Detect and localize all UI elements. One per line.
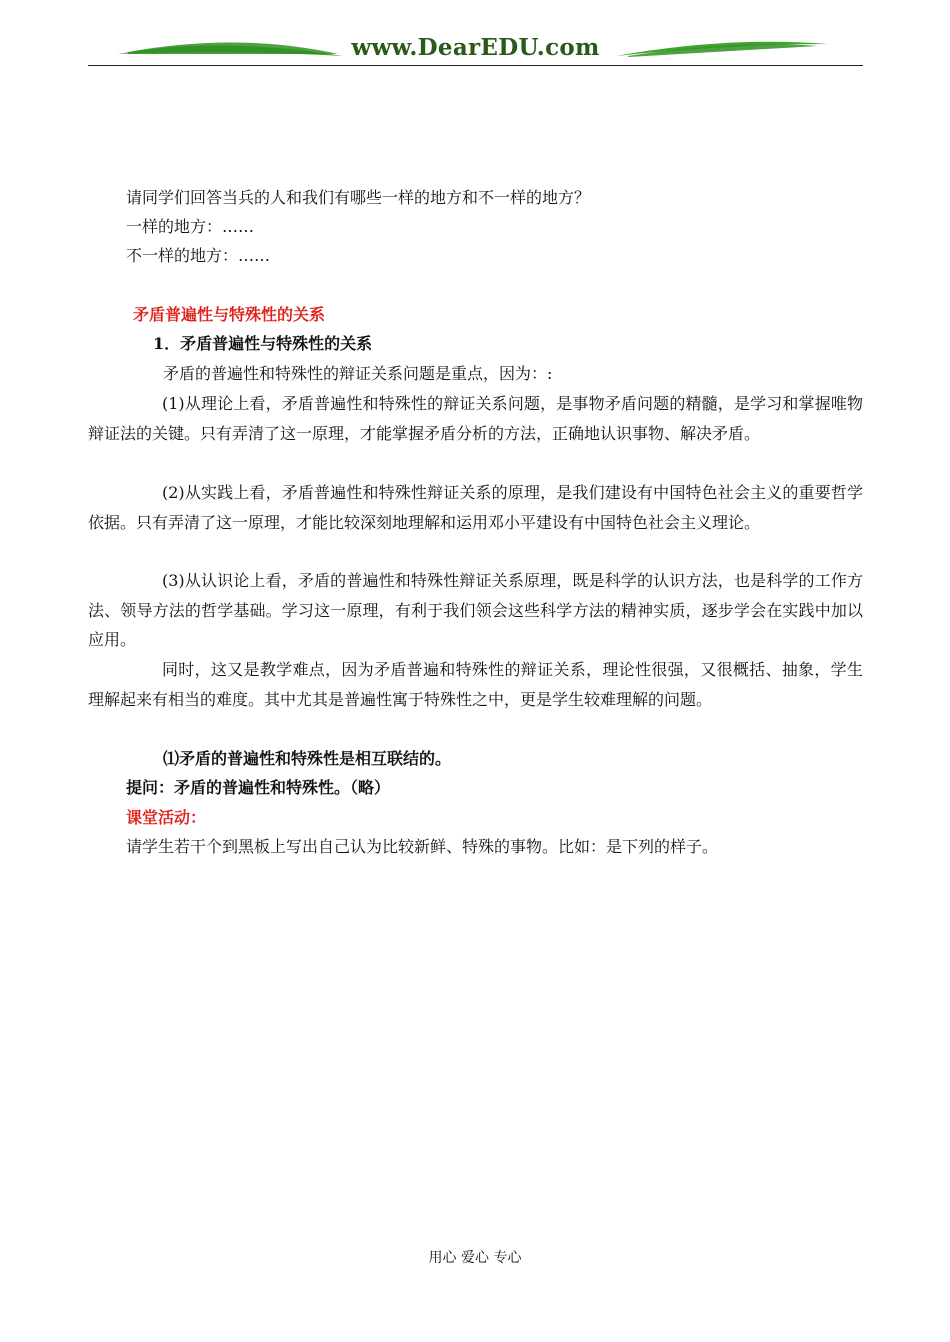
point-one: ⑴矛盾的普遍性和特殊性是相互联结的。 [163,749,452,768]
intro-question: 请同学们回答当兵的人和我们有哪些一样的地方和不一样的地方？ [126,188,591,207]
intro-different: 不一样的地方：…… [126,246,271,265]
section-subtitle: 1．矛盾普遍性与特殊性的关系 [153,334,373,353]
intro-same: 一样的地方：…… [126,217,255,236]
paragraph-difficulty: 同时，这又是教学难点，因为矛盾普遍和特殊性的辩证关系，理论性很强，又很概括、抽象，学生理解起来有相当的难度。其中尤其是普遍性寓于特殊性之中，更是学生较难理解的问题。 [88,660,863,709]
header-rule [88,65,863,66]
site-header [88,30,863,74]
activity-text: 请学生若干个到黑板上写出自己认为比较新鲜、特殊的事物。比如：是下列的样子。 [126,837,719,856]
paragraph-theory: (1)从理论上看，矛盾普遍性和特殊性的辩证关系问题，是事物矛盾问题的精髓，是学习和掌握唯物辩证法的关键。只有弄清了这一原理，才能掌握矛盾分析的方法，正确地认识事物、解决矛盾。 [88,394,863,443]
section-title: 矛盾普遍性与特殊性的关系 [133,305,326,324]
body-lead: 矛盾的普遍性和特殊性的辩证关系问题是重点，因为：: [163,364,553,383]
paragraph-epistemology: (3)从认识论上看，矛盾的普遍性和特殊性辩证关系原理，既是科学的认识方法，也是科学的工作方法、领导方法的哲学基础。学习这一原理，有利于我们领会这些科学方法的精神实质，逐步学会在实践中加以应用。 [88,571,863,649]
activity-label: 课堂活动： [126,808,207,827]
paragraph-practice: (2)从实践上看，矛盾普遍性和特殊性辩证关系的原理，是我们建设有中国特色社会主义的重要哲学依据。只有弄清了这一原理，才能比较深刻地理解和运用邓小平建设有中国特色社会主义理论。 [88,483,863,532]
site-logo-text: www.DearEDU.com [351,34,600,61]
question-line: 提问：矛盾的普遍性和特殊性。（略） [126,778,391,797]
page-footer: 用心 爱心 专心 [428,1250,522,1266]
